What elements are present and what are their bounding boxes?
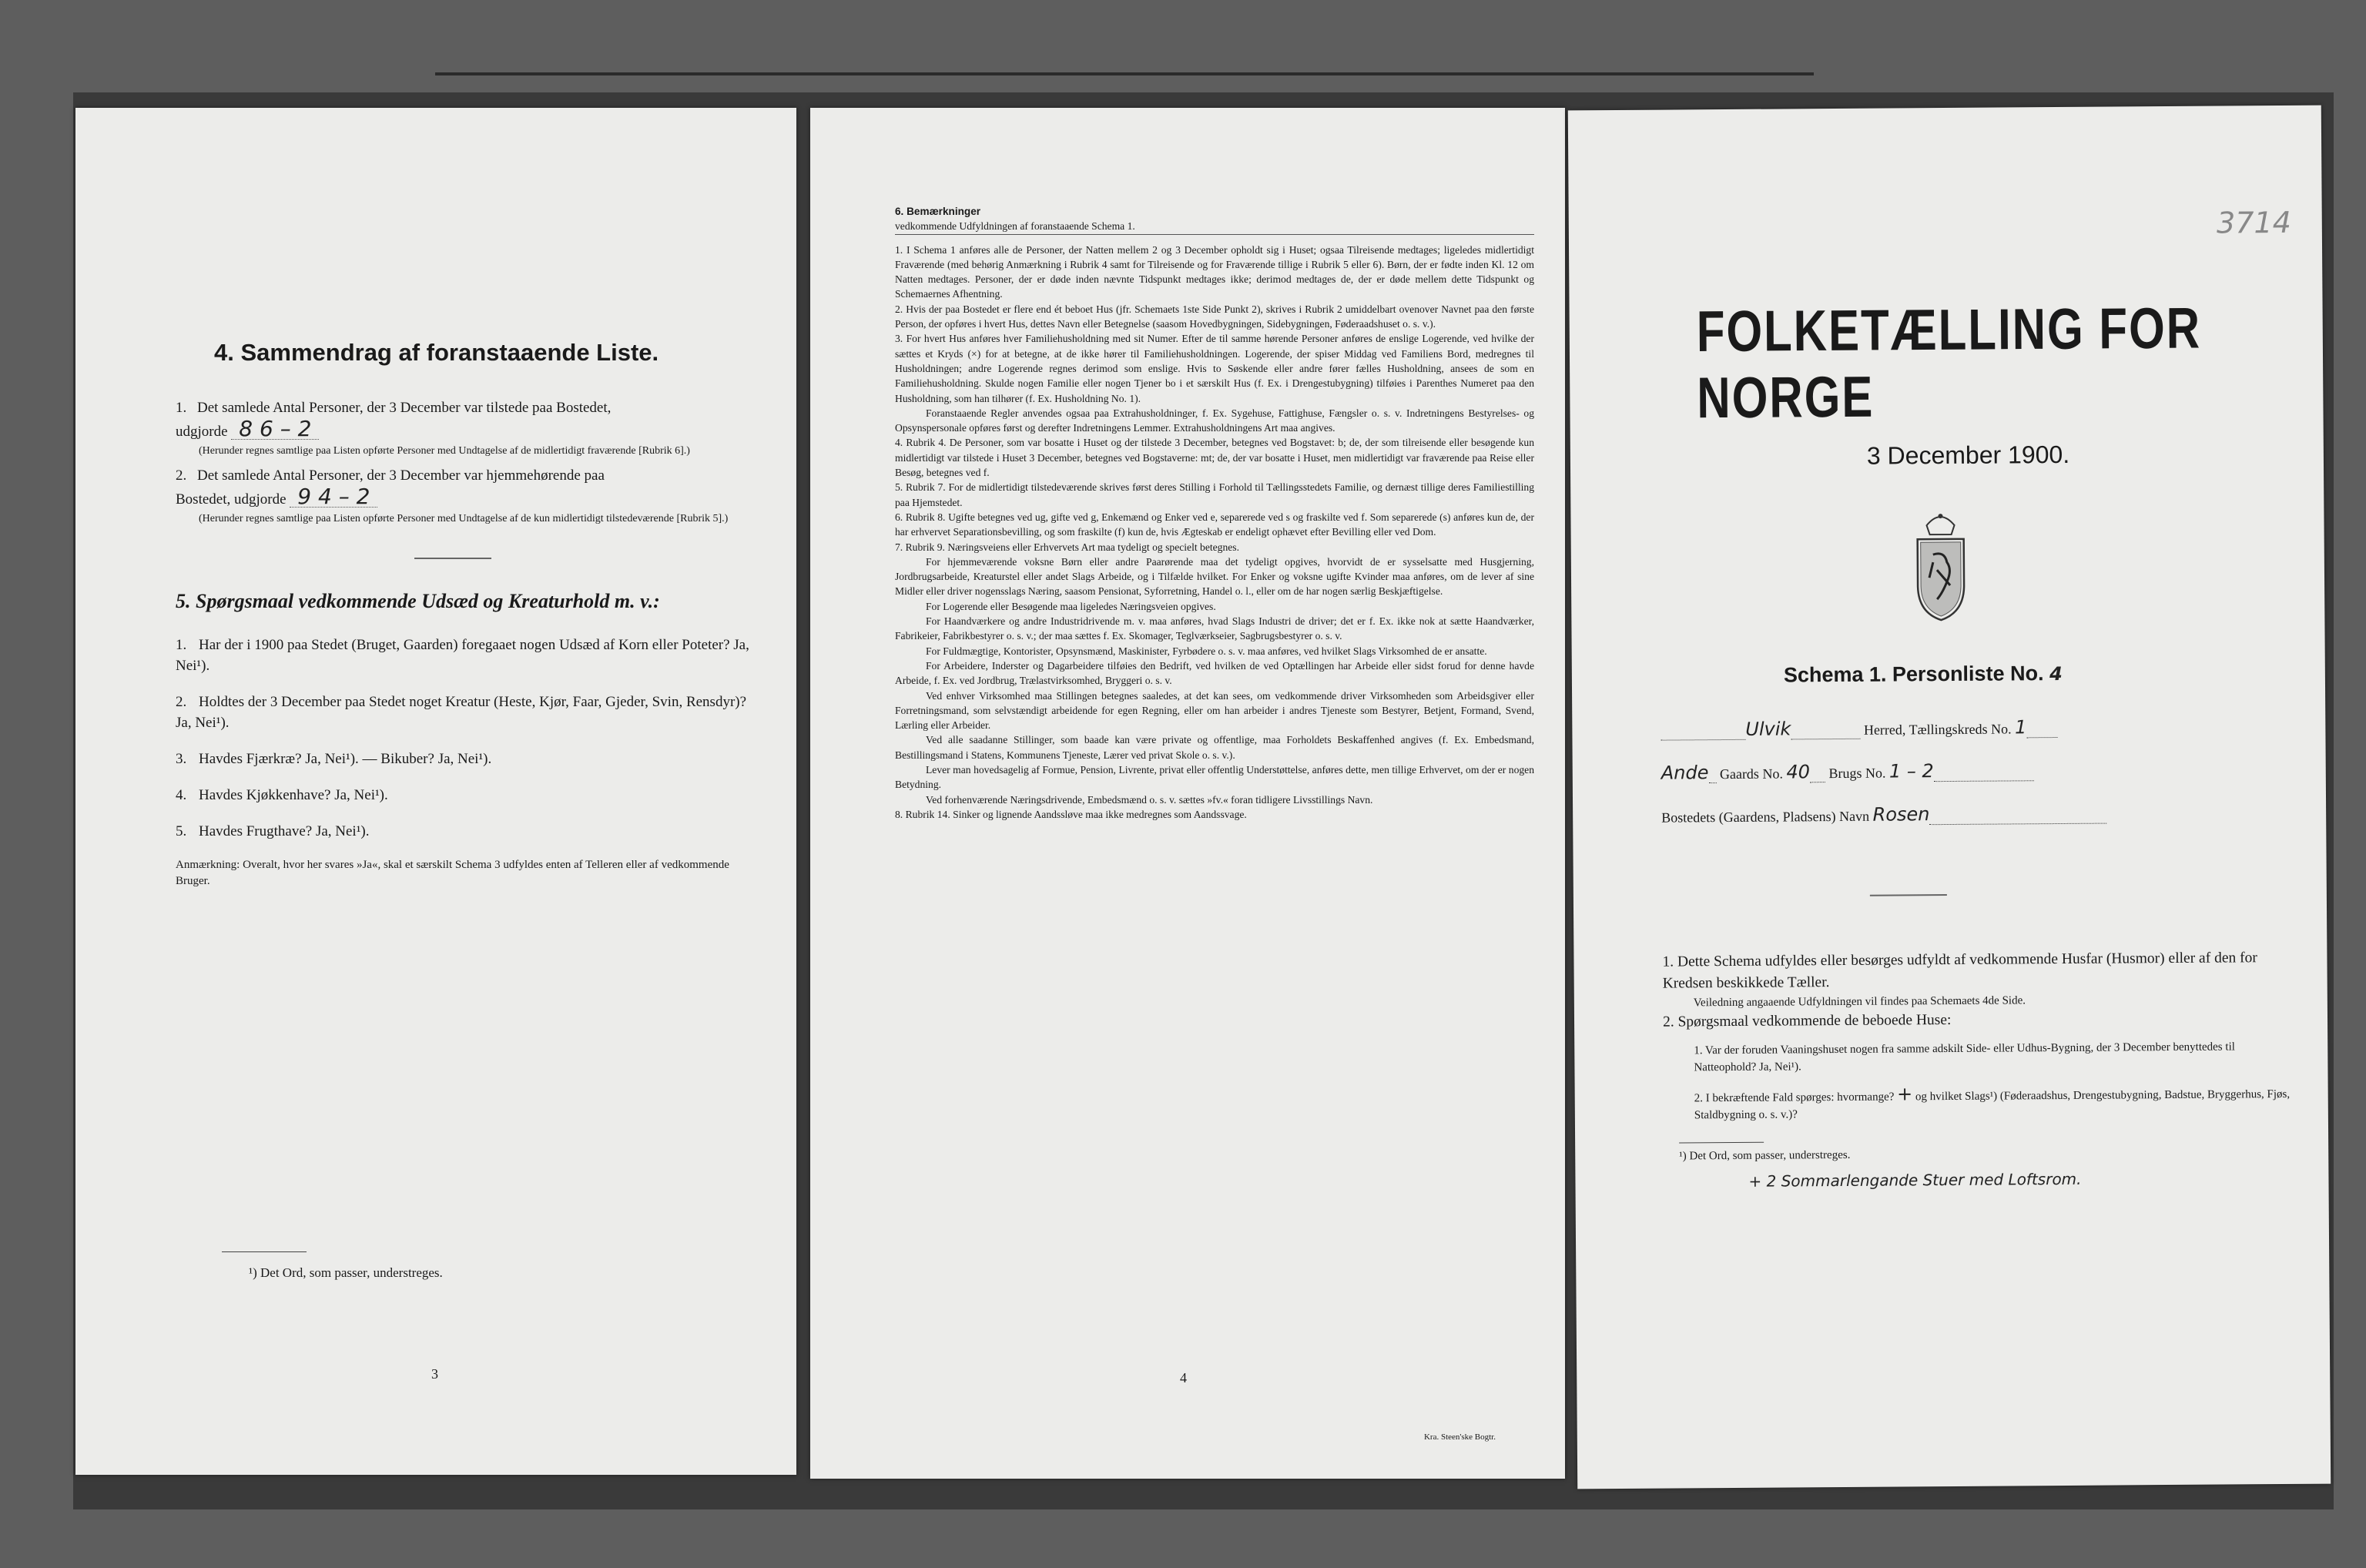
instruction-1-note: Veiledning angaaende Udfyldningen vil findes paa Schemaets 4de Side.: [1693, 994, 2026, 1010]
remark-paragraph: 8. Rubrik 14. Sinker og lignende Aandssløve maa ikke medregnes som Aandssvage.: [895, 808, 1247, 820]
section-4-heading: 4. Sammendrag af foranstaaende Liste.: [214, 339, 659, 366]
printer-imprint: Kra. Steen'ske Bogtr.: [1423, 1432, 1496, 1442]
herred-value: Ulvik: [1745, 718, 1791, 740]
page-3: 4. Sammendrag af foranstaaende Liste. 1. Det samlede Antal Personer, der 3 December var tilstede paa Bostedet, udgjorde 8 6 – 2 (Herunder regnes samtlige paa Listen opførte Personer med Undtagelse af de midlertidigt fraværende [Rubrik 6].) 2. Det samlede Antal Personer, der 3 December var hjemmehørende paa Bostedet, udgjorde 9 4 – 2 (Herunder regnes samtlige paa Listen opførte Personer med Undtagelse af de kun midlertidigt tilstedeværende [Rubrik 5].) 5. Spørgsmaal vedkommende Udsæd og Kreaturhold m. v.: 1. Har der i 1900 paa Stedet (Bruget, Gaarden) foregaaet nogen Udsæd af Korn eller Poteter? Ja, Nei¹). 2. Holdtes der 3 December paa Stedet noget Kreatur (Heste, Kjør, Faar, Gjeder, Svin, Rensdyr)? Ja, Nei¹). 3. Havdes Fjærkræ? Ja, Nei¹). — Bikuber? Ja, Nei¹). 4. Havdes Kjøkkenhave? Ja, Nei¹). 5. Havdes Frugthave? Ja, Nei¹). Anmærkning: Overalt, hvor her svares »Ja«, skal et særskilt Schema 3 udfyldes enten af Telleren eller af vedkommende Bruger. ¹) Det Ord, som passer, understreges. 3: [75, 108, 796, 1475]
house-question-1: 1. Var der foruden Vaaningshuset nogen fra samme adskilt Side- eller Udhus-Bygning, der 3 December benyttedes til Natteophold? Ja, Nei¹).: [1694, 1040, 2235, 1074]
remark-paragraph: Ved forhenværende Næringsdrivende, Embedsmænd o. s. v. sættes »fv.« foran tidligere Livsstillings Navn.: [926, 793, 1373, 806]
remark-paragraph: 7. Rubrik 9. Næringsveiens eller Erhvervets Art maa tydeligt og specielt betegnes.: [895, 541, 1239, 553]
remark-paragraph: 3. For hvert Hus anføres hver Familiehusholdning med sit Numer. Efter de til samme hørende Personer anføres de enslige Logerende, ved hvilke der sættes et Kryds (×) for at betegne, at de ikke hører til Familiehusholdningen. Logerende, der spiser Middag ved Familiens Bord, medregnes til Husholdningen; andre Logerende regnes derimod som enslige. Hvis to Søskende eller andre fører fælles Husholdning, ansees de som en Familiehusholdning. Skulde nogen Familie eller nogen Tjener bo i et særskilt Hus (f. Ex. i Drengestubygning) tilføies i Parenthes Numeret paa den Husholdning, som han tilhører (f. Ex. Husholdning No. 1).: [895, 333, 1534, 404]
district-value: 1: [2014, 716, 2027, 739]
summary-note-1: (Herunder regnes samtlige paa Listen opførte Personer med Undtagelse af de midlertidigt fraværende [Rubrik 6].): [199, 445, 690, 457]
remark-paragraph: Ved enhver Virksomhed maa Stillingen betegnes saaledes, at det kan sees, om vedkommende driver Virksomheden som Arbeidsgiver eller Forretningsmand, som selvstændigt arbeidende for egen Regning, eller om han arbeider i andres Tjeneste som Bestyrer, Betjent, Formand, Svend, Lærling eller Arbeider.: [895, 689, 1534, 732]
remark-paragraph: 6. Rubrik 8. Ugifte betegnes ved ug, gifte ved g, Enkemænd og Enker ved e, separerede ved s og fraskilte ved f. Som separerede (s) anføres kun de, der har erhvervet Separationsbevilling, og som fraskilte (f) kun de, hvis Ægteskab er endeligt ophævet efter Bevilling eller ved Dom.: [895, 511, 1534, 538]
schema-line: Schema 1. Personliste No. 4: [1783, 662, 2063, 687]
remark-paragraph: 2. Hvis der paa Bostedet er flere end ét beboet Hus (jfr. Schemaets 1ste Side Punkt 2), skrives i Rubrik 2 umiddelbart ovenover Navnet paa den første Person, der opføres i hvert Hus, dettes Navn eller Betegnelse (saasom Hovedbygningen, Sidebygningen, Føderaadshuset o. s. v.).: [895, 303, 1534, 330]
summary-item-2: 2. Det samlede Antal Personer, der 3 December var hjemmehørende paa: [176, 467, 605, 484]
footnote: ¹) Det Ord, som passer, understreges.: [1679, 1148, 1851, 1163]
remark-paragraph: For Fuldmægtige, Kontorister, Opsynsmænd, Maskinister, Fyrbødere o. s. v. maa anføres, ved hvilket Slags Virksomhed de er ansatte.: [926, 645, 1487, 657]
summary-item-1: 1. Det samlede Antal Personer, der 3 December var tilstede paa Bostedet,: [176, 400, 612, 416]
question-1: 1. Har der i 1900 paa Stedet (Bruget, Gaarden) foregaaet nogen Udsæd af Korn eller Poteter? Ja, Nei¹).: [176, 637, 749, 674]
question-3: 3. Havdes Fjærkræ? Ja, Nei¹). — Bikuber? Ja, Nei¹).: [176, 751, 492, 767]
gaards-line: Ande Gaards No. 40 Brugs No. 1 – 2: [1661, 758, 2295, 784]
norwegian-lion-crest-icon: [1909, 508, 1972, 625]
house-count-value: +: [1897, 1083, 1913, 1105]
handwritten-note: + 2 Sommarlengande Stuer med Loftsrom.: [1748, 1169, 2082, 1191]
question-2: 2. Holdtes der 3 December paa Stedet noget Kreatur (Heste, Kjør, Faar, Gjeder, Svin, Rensdyr)? Ja, Nei¹).: [176, 694, 747, 731]
question-4: 4. Havdes Kjøkkenhave? Ja, Nei¹).: [176, 787, 388, 803]
footnote-rule: [222, 1251, 307, 1252]
census-title: FOLKETÆLLING FOR NORGE: [1696, 295, 2202, 431]
remark-paragraph: For Haandværkere og andre Industridrivende m. v. maa anføres, hvad Slags Industri de driver; det er f. Ex. ikke nok at sætte Haandværker, Fabrikeier, Fabrikbestyrer o. s. v.; der maa sættes f. Ex. Skomager, Teglværkseier, Sagbrugsbestyrer o. s. v.: [895, 615, 1534, 642]
remark-paragraph: 4. Rubrik 4. De Personer, som var bosatte i Huset og der tilstede 3 December, betegnes ved Bogstavet: b; de, der som tilreisende eller besøgende kun midlertidigt var tilstede i Huset 3 December, betegnes ved Bogstaverne: mt; de, der var bosatte i Huset, men midlertidigt var fraværende paa Reise eller Besøg, betegnes ved f.: [895, 437, 1534, 479]
divider: [414, 558, 491, 559]
accession-number: 3714: [2216, 205, 2291, 240]
footnote-rule: [1679, 1142, 1764, 1144]
summary-note-2: (Herunder regnes samtlige paa Listen opførte Personer med Undtagelse af de kun midlertidigt tilstedeværende [Rubrik 5].): [199, 513, 729, 524]
question-5: 5. Havdes Frugthave? Ja, Nei¹).: [176, 823, 370, 839]
instruction-1: 1. Dette Schema udfyldes eller besørges udfyldt af vedkommende Husfar (Husmor) eller af den for Kredsen beskikkede Tæller.: [1662, 950, 2257, 992]
remark-paragraph: Ved alle saadanne Stillinger, som baade kan være private og offentlige, maa Forholdets Beskaffenhed angives (f. Ex. Embedsmand, Bestillingsmand i Statens, Kommunens Tjeneste, Lærer ved privat Skole o. s. v.).: [895, 734, 1534, 761]
divider: [895, 234, 1534, 235]
divider: [1870, 894, 1947, 896]
holding-number-value: 1 – 2: [1888, 760, 1934, 782]
top-rule: [435, 72, 1814, 75]
section-6-heading: 6. Bemærkninger: [895, 206, 981, 217]
cover-page: [1568, 106, 2331, 1489]
census-date: 3 December 1900.: [1866, 440, 2070, 470]
section-6-subheading: vedkommende Udfyldningen af foranstaaende Schema 1.: [895, 220, 1135, 233]
farm-prefix: Ande: [1661, 762, 1709, 784]
instruction-2: 2. Spørgsmaal vedkommende de beboede Huse:: [1662, 1011, 1952, 1030]
present-count-value: 8 6 – 2: [231, 418, 319, 440]
bosted-value: Rosen: [1872, 803, 1930, 826]
page-number: 3: [431, 1366, 438, 1382]
remark-paragraph: For Arbeidere, Inderster og Dagarbeidere tilføies den Bedrift, ved hvilken de ved Optællingen har Arbeide eller sidst forud for denne havde Arbeide, f. Ex. ved Jordbrug, Trælastvirksomhed, Bryggeri o. s. v.: [895, 659, 1534, 687]
remark-paragraph: Foranstaaende Regler anvendes ogsaa paa Extrahusholdninger, f. Ex. Sygehuse, Fattighuse, Fængsler o. s. v. Indretningens Bestyrelses- og Opsynspersonale opføres først og derefter Indretningens Lemmer. Extrahusholdningens Art maa angives.: [895, 407, 1534, 434]
page-number: 4: [1180, 1370, 1187, 1385]
house-question-2: 2. I bekræftende Fald spørges: hvormange? + og hvilket Slags¹) (Føderaadshus, Drengestubygning, Badstue, Bryggerhus, Fjøs, Staldbygning o. s. v.)?: [1694, 1083, 2291, 1122]
remark-paragraph: For hjemmeværende voksne Børn eller andre Paarørende maa det tydeligt opgives, hvorvidt de er sysselsatte med Husgjerning, Jordbrugsarbeide, Kreaturstel eller andet Slags Arbeide, og i Tilfælde hvilket. For Enker og voksne ugifte Kvinder maa anføres, om de lever af sine Midler eller driver nogensslags Næring, saasom Pensionat, Syforretning, Handel o. l., eller om de har nogen særlig Beskjæftigelse.: [895, 555, 1534, 598]
remark-paragraph: For Logerende eller Besøgende maa ligeledes Næringsveien opgives.: [926, 600, 1216, 612]
list-number-value: 4: [2049, 662, 2063, 685]
resident-count-value: 9 4 – 2: [290, 486, 377, 508]
remark-paragraph: 1. I Schema 1 anføres alle de Personer, der Natten mellem 2 og 3 December opholdt sig i Huset; ogsaa Tilreisende medtages; ligeledes midlertidigt Fraværende (med behørig Anmærkning i Rubrik 4 samt for Tilreisende og for Fraværende tillige i Rubrik 5 eller 6). Børn, der er fødte inden Kl. 12 om Natten medtages. Personer, der er døde inden nævnte Tidspunkt medtages ikke; derimod medtages de, der er døde mellem dette Tidspunkt og Schemaernes Afhentning.: [895, 243, 1534, 300]
remark-paragraph: Lever man hovedsagelig af Formue, Pension, Livrente, privat eller offentlig Understøttelse, anføres dette, men tillige Erhvervet, om der er nogen Betydning.: [895, 763, 1534, 791]
herred-line: Ulvik Herred, Tællingskreds No. 1: [1661, 715, 2294, 741]
bosted-line: Bostedets (Gaardens, Pladsens) Navn Rosen: [1661, 801, 2295, 827]
farm-number-value: 40: [1786, 761, 1811, 783]
footnote: ¹) Det Ord, som passer, understreges.: [249, 1265, 443, 1280]
remark-paragraph: 5. Rubrik 7. For de midlertidigt tilstedeværende skrives først deres Stilling i Forhold til Tællingsstedets Familie, og dernæst tillige deres Familiestilling paa Hjemstedet.: [895, 481, 1534, 508]
section-5-heading: 5. Spørgsmaal vedkommende Udsæd og Kreaturhold m. v.:: [176, 590, 660, 612]
remark: Anmærkning: Overalt, hvor her svares »Ja«, skal et særskilt Schema 3 udfyldes enten af Telleren eller af vedkommende Bruger.: [176, 859, 729, 887]
page-4: [810, 108, 1565, 1479]
